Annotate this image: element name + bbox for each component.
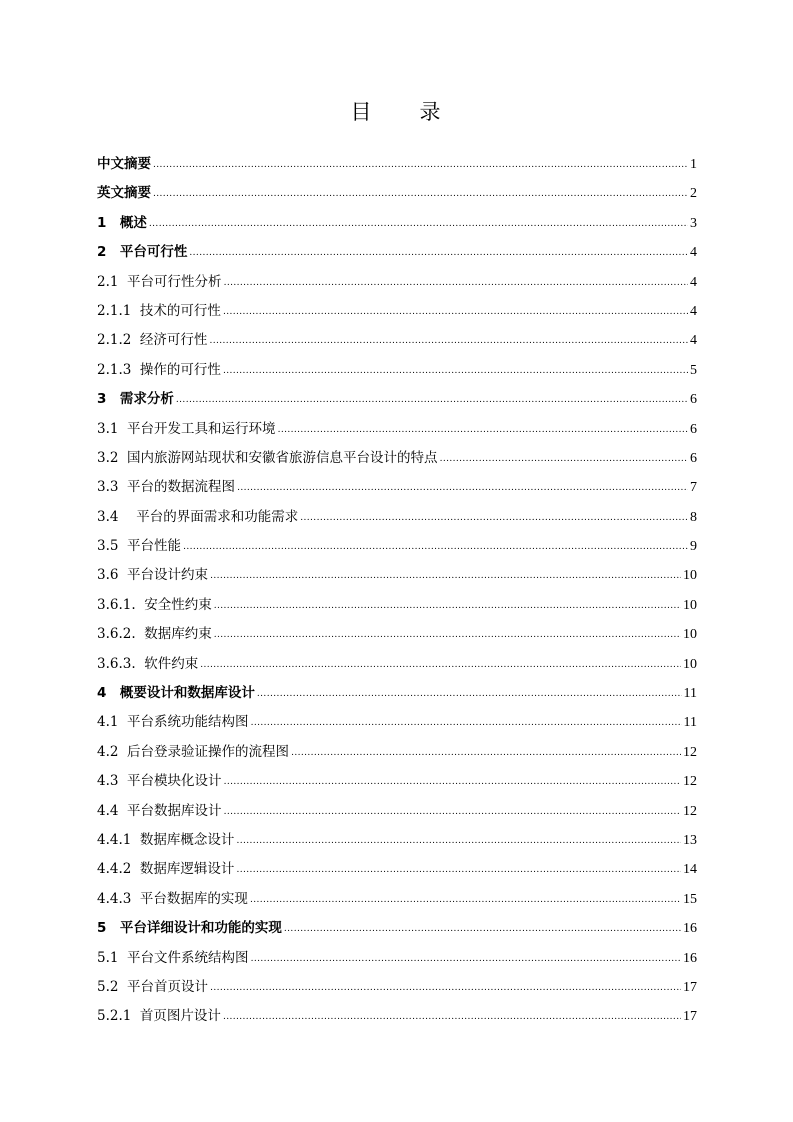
toc-entry[interactable]: [97, 650, 697, 679]
toc-entry[interactable]: [97, 415, 697, 444]
toc-entry-label: 2.1.2 经济可行性: [97, 332, 208, 349]
toc-entry-label: 3.6 平台设计约束: [97, 567, 209, 584]
toc-entry-page-number: 14: [683, 862, 697, 878]
toc-entry-label: 3.4 平台的界面需求和功能需求: [97, 508, 299, 525]
toc-entry-page-number: 6: [690, 450, 697, 466]
toc-entry-label: 5.1 平台文件系统结构图: [97, 949, 249, 966]
dot-leader: [214, 592, 681, 621]
toc-entry[interactable]: [97, 326, 697, 355]
toc-entry[interactable]: [97, 620, 697, 649]
toc-entry-page-number: 12: [683, 774, 697, 790]
toc-entry-label: 4.4.1 数据库概念设计: [97, 831, 235, 848]
toc-entry[interactable]: [97, 503, 697, 532]
toc-entry-label: 1 概述: [97, 214, 147, 231]
dot-leader: [236, 856, 681, 885]
toc-entry-page-number: 4: [690, 333, 697, 349]
toc-entry-page-number: 17: [683, 979, 697, 995]
toc-entry-label: 3.1 平台开发工具和运行环境: [97, 420, 276, 437]
toc-entry-label: 2.1.3 操作的可行性: [97, 361, 221, 378]
dot-leader: [224, 798, 681, 827]
toc-entry-label: 4.2 后台登录验证操作的流程图: [97, 743, 290, 760]
toc-entry-page-number: 11: [683, 715, 697, 731]
toc-entry-label: 3.2 国内旅游网站现状和安徽省旅游信息平台设计的特点: [97, 449, 438, 466]
toc-entry-page-number: 16: [683, 950, 697, 966]
toc-entry-page-number: 10: [683, 568, 697, 584]
toc-entry[interactable]: [97, 561, 697, 590]
toc-entry-label: 2 平台可行性: [97, 244, 188, 261]
dot-leader: [189, 239, 688, 268]
toc-entry[interactable]: [97, 767, 697, 796]
dot-leader: [183, 533, 688, 562]
toc-entry-page-number: 13: [683, 832, 697, 848]
toc-entry-page-number: 6: [690, 421, 697, 437]
toc-entry-label: 中文摘要: [97, 156, 151, 172]
toc-entry-label: 3.6.2. 数据库约束: [97, 626, 212, 643]
toc-entry-page-number: 16: [683, 921, 697, 937]
toc-entry-page-number: 6: [690, 392, 697, 408]
dot-leader: [149, 210, 688, 239]
dot-leader: [224, 269, 688, 298]
toc-entry[interactable]: [97, 973, 697, 1002]
toc-entry-page-number: 8: [690, 509, 697, 525]
toc-entry-page-number: 4: [690, 274, 697, 290]
toc-entry-label: 4.1 平台系统功能结构图: [97, 714, 249, 731]
toc-entry-label: 4.4.2 数据库逻辑设计: [97, 861, 235, 878]
toc-entry-page-number: 10: [683, 627, 697, 643]
dot-leader: [291, 739, 681, 768]
toc-entry-page-number: 11: [683, 686, 697, 702]
toc-entry[interactable]: [97, 444, 697, 473]
dot-leader: [257, 680, 682, 709]
toc-entry-page-number: 1: [690, 157, 697, 172]
toc-entry-label: 3.6.1. 安全性约束: [97, 596, 212, 613]
toc-entry[interactable]: [97, 356, 697, 385]
dot-leader: [300, 504, 688, 533]
toc-entry-label: 3.3 平台的数据流程图: [97, 479, 236, 496]
toc-entry-page-number: 4: [690, 303, 697, 319]
dot-leader: [237, 474, 688, 503]
toc-entry-label: 3.5 平台性能: [97, 538, 182, 555]
dot-leader: [250, 886, 681, 915]
toc-entry-label: 5.2.1 首页图片设计: [97, 1008, 221, 1025]
toc-entry[interactable]: [97, 1002, 697, 1031]
dot-leader: [284, 915, 681, 944]
toc-entry-page-number: 15: [683, 891, 697, 907]
toc-entry-label: 3 需求分析: [97, 391, 174, 408]
toc-entry[interactable]: [97, 209, 697, 238]
dot-leader: [209, 327, 688, 356]
toc-entry-page-number: 3: [690, 215, 697, 231]
dot-leader: [153, 151, 688, 180]
toc-entry[interactable]: [97, 885, 697, 914]
toc-entry-label: 4.3 平台模块化设计: [97, 773, 222, 790]
dot-leader: [224, 768, 681, 797]
toc-entry[interactable]: [97, 238, 697, 267]
toc-entry-page-number: 10: [683, 656, 697, 672]
toc-entry[interactable]: [97, 297, 697, 326]
toc-entry-label: 5 平台详细设计和功能的实现: [97, 920, 282, 937]
toc-entry-label: 5.2 平台首页设计: [97, 978, 209, 995]
dot-leader: [278, 416, 688, 445]
toc-entry-page-number: 9: [690, 539, 697, 555]
toc-entry-page-number: 10: [683, 597, 697, 613]
toc-entry[interactable]: [97, 738, 697, 767]
toc-entry-page-number: 7: [690, 480, 697, 496]
toc-entry[interactable]: [97, 914, 697, 943]
dot-leader: [210, 974, 681, 1003]
dot-leader: [214, 621, 681, 650]
toc-entry[interactable]: [97, 855, 697, 884]
toc-entry-label: 英文摘要: [97, 185, 151, 202]
toc-entry-label: 2.1 平台可行性分析: [97, 273, 222, 290]
dot-leader: [440, 445, 688, 474]
dot-leader: [223, 1003, 681, 1032]
dot-leader: [251, 709, 682, 738]
toc-title: 目 录: [350, 100, 443, 124]
toc-entry[interactable]: [97, 826, 697, 855]
dot-leader: [236, 827, 681, 856]
toc-entry-label: 3.6.3. 软件约束: [97, 655, 199, 672]
toc-entry[interactable]: [97, 708, 697, 737]
dot-leader: [200, 651, 681, 680]
toc-entry-page-number: 5: [690, 362, 697, 378]
toc-entry[interactable]: [97, 179, 697, 208]
toc-entry-page-number: 12: [683, 744, 697, 760]
toc-entry-page-number: 12: [683, 803, 697, 819]
dot-leader: [223, 357, 688, 386]
toc-entry-page-number: 17: [683, 1009, 697, 1025]
toc-list: [97, 150, 697, 1032]
toc-entry-page-number: 2: [690, 186, 697, 202]
dot-leader: [153, 180, 688, 209]
toc-entry-label: 4.4 平台数据库设计: [97, 802, 222, 819]
dot-leader: [176, 386, 688, 415]
toc-entry[interactable]: [97, 150, 697, 179]
dot-leader: [251, 945, 681, 974]
toc-entry[interactable]: [97, 473, 697, 502]
toc-entry-page-number: 4: [690, 245, 697, 261]
toc-entry-label: 4 概要设计和数据库设计: [97, 685, 255, 702]
dot-leader: [210, 562, 681, 591]
toc-entry[interactable]: [97, 679, 697, 708]
toc-entry-label: 2.1.1 技术的可行性: [97, 302, 221, 319]
toc-entry[interactable]: [97, 591, 697, 620]
toc-entry[interactable]: [97, 268, 697, 297]
toc-entry[interactable]: [97, 797, 697, 826]
toc-entry[interactable]: [97, 385, 697, 414]
toc-entry[interactable]: [97, 532, 697, 561]
toc-entry[interactable]: [97, 944, 697, 973]
dot-leader: [223, 298, 688, 327]
toc-entry-label: 4.4.3 平台数据库的实现: [97, 890, 248, 907]
